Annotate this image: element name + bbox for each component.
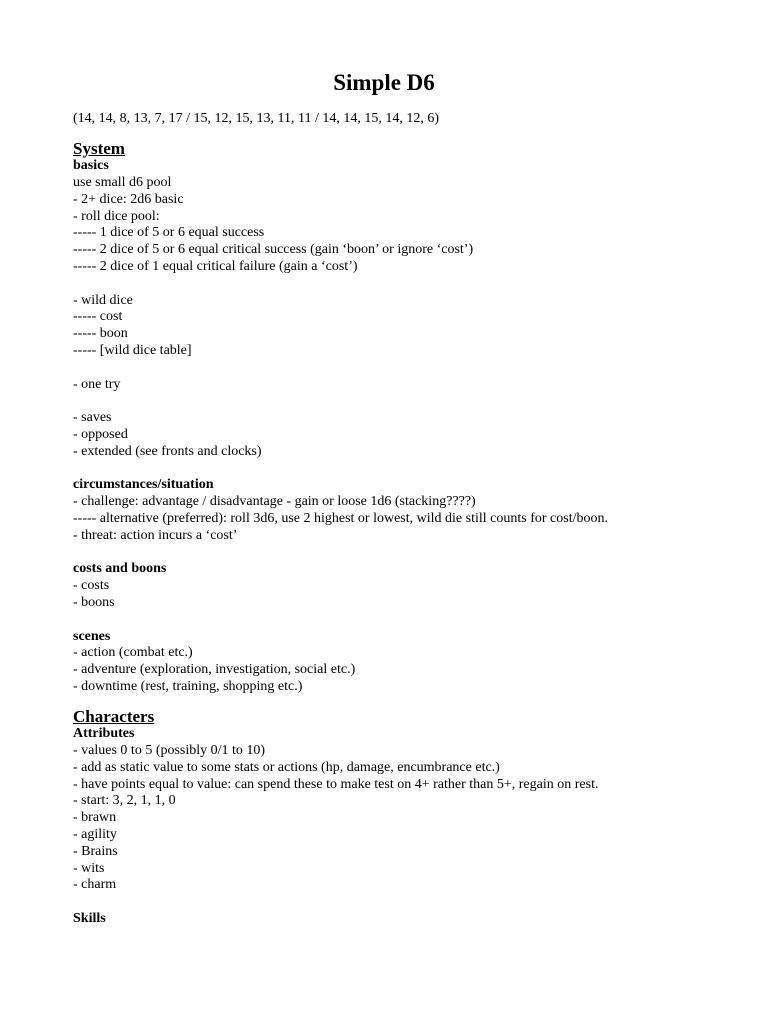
subheading-attributes: Attributes bbox=[73, 726, 135, 742]
blank-line bbox=[73, 393, 753, 410]
document-title: Simple D6 bbox=[333, 70, 435, 95]
blank-line bbox=[73, 461, 753, 478]
circumstances-line: ----- alternative (preferred): roll 3d6, use 2 highest or lowest, wild die still counts for cost/boon. bbox=[73, 511, 608, 527]
basics-line: - 2+ dice: 2d6 basic bbox=[73, 191, 184, 207]
attributes-line: - charm bbox=[73, 877, 117, 893]
saves-line: - saves bbox=[73, 410, 112, 426]
attributes-line: - agility bbox=[73, 827, 117, 843]
blank-line bbox=[73, 894, 753, 911]
attributes-line: - wits bbox=[73, 860, 105, 876]
blank-line bbox=[73, 276, 753, 293]
blank-line bbox=[73, 612, 753, 629]
subheading-skills: Skills bbox=[73, 911, 106, 927]
attributes-line: - have points equal to value: can spend these to make test on 4+ rather than 5+, regain on rest. bbox=[73, 776, 599, 792]
blank-line bbox=[73, 360, 753, 377]
subheading-costs-and-boons: costs and boons bbox=[73, 561, 167, 577]
attributes-line: - brawn bbox=[73, 810, 117, 826]
attributes-line: - Brains bbox=[73, 843, 118, 859]
wild-dice-line: ----- [wild dice table] bbox=[73, 343, 192, 359]
subheading-scenes: scenes bbox=[73, 628, 111, 644]
basics-line: - roll dice pool: bbox=[73, 208, 160, 224]
basics-line: use small d6 pool bbox=[73, 175, 172, 191]
attributes-line: - values 0 to 5 (possibly 0/1 to 10) bbox=[73, 743, 266, 759]
section-heading-system: System bbox=[73, 138, 125, 158]
attribute-arrays: (14, 14, 8, 13, 7, 17 / 15, 12, 15, 13, 11, 11 / 14, 14, 15, 14, 12, 6) bbox=[73, 111, 440, 126]
wild-dice-line: - wild dice bbox=[73, 292, 133, 308]
section-heading-characters: Characters bbox=[73, 706, 155, 726]
costs-boons-line: - boons bbox=[73, 595, 115, 611]
subheading-circumstances: circumstances/situation bbox=[73, 477, 214, 493]
saves-line: - extended (see fronts and clocks) bbox=[73, 443, 262, 459]
one-try-line: - one try bbox=[73, 376, 121, 392]
circumstances-line: - challenge: advantage / disadvantage - gain or loose 1d6 (stacking????) bbox=[73, 494, 476, 510]
wild-dice-line: ----- cost bbox=[73, 309, 123, 325]
basics-line: ----- 2 dice of 5 or 6 equal critical success (gain ‘boon’ or ignore ‘cost’) bbox=[73, 242, 474, 258]
subheading-basics: basics bbox=[73, 158, 109, 174]
scenes-line: - adventure (exploration, investigation, social etc.) bbox=[73, 662, 356, 678]
attributes-line: - start: 3, 2, 1, 1, 0 bbox=[73, 793, 176, 809]
costs-boons-line: - costs bbox=[73, 578, 110, 594]
saves-line: - opposed bbox=[73, 427, 128, 443]
basics-line: ----- 1 dice of 5 or 6 equal success bbox=[73, 225, 265, 241]
attributes-line: - add as static value to some stats or actions (hp, damage, encumbrance etc.) bbox=[73, 759, 500, 775]
scenes-line: - action (combat etc.) bbox=[73, 645, 193, 661]
wild-dice-line: ----- boon bbox=[73, 326, 128, 342]
blank-line bbox=[73, 545, 753, 562]
circumstances-line: - threat: action incurs a ‘cost’ bbox=[73, 527, 238, 543]
basics-line: ----- 2 dice of 1 equal critical failure (gain a ‘cost’) bbox=[73, 259, 358, 275]
scenes-line: - downtime (rest, training, shopping etc.) bbox=[73, 679, 303, 694]
document-body bbox=[73, 111, 753, 928]
